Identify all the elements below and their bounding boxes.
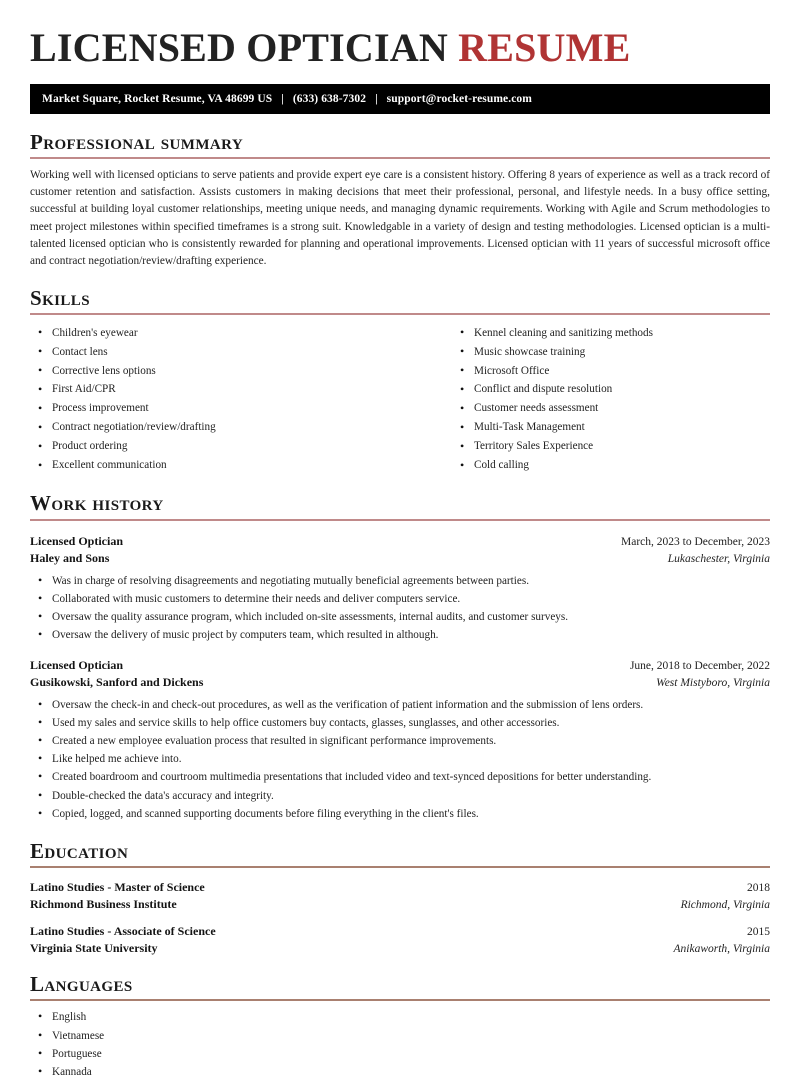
work-history-entry <box>30 534 770 645</box>
contact-phone[interactable]: (633) 638-7302 <box>292 93 367 105</box>
resume-title-role: LICENSED OPTICIAN <box>30 25 448 70</box>
list-item: • Contract negotiation/review/drafting <box>52 419 400 438</box>
list-item: • Oversaw the check-in and check-out procedures, as well as the verification of patient information and the submission of lens orders. <box>52 696 770 714</box>
job-dates: March, 2023 to December, 2023 <box>621 535 770 548</box>
education-school-row <box>30 897 770 912</box>
work-entry-title-row <box>30 534 770 549</box>
section-divider-education <box>30 866 770 868</box>
contact-address: Market Square, Rocket Resume, VA 48699 US <box>42 93 273 105</box>
section-languages <box>30 972 770 1081</box>
list-item: • Microsoft Office <box>474 362 770 381</box>
section-skills <box>30 286 770 475</box>
section-divider-skills <box>30 313 770 315</box>
school-location: Anikaworth, Virginia <box>673 943 770 956</box>
job-title: Licensed Optician <box>30 657 124 672</box>
work-entry-title-row <box>30 658 770 673</box>
list-item: • Like helped me achieve into. <box>52 750 770 768</box>
school-name: Virginia State University <box>30 941 158 956</box>
professional-summary-text: Working well with licensed opticians to serve patients and provide expert eye care is a consistent history. Offering 8 years of experience as well as a track record of customer retention and satisfaction. Assists customers in making decisions that meet their professional, personal, and lifestyle needs. In a busy office setting, successful at building loyal customer relationships, meeting unique needs, and managing dynamic requirements. Working with Agile and Scrum methodologies to meet project milestones within specified timeframes is a strong suit. Knowledgable in a variety of design and testing methodologies. Licensed optician is a multi-talented licensed optician who is consistently rewarded for planning and operational improvements. Licensed optician with 11 years of successful microsoft office and contract negotiation/review/drafting experience. <box>30 169 770 267</box>
resume-title <box>30 0 770 70</box>
work-entry-bullets <box>30 696 770 824</box>
skills-columns <box>30 317 770 475</box>
education-school-row <box>30 941 770 956</box>
skills-list-right <box>452 324 770 475</box>
section-heading-languages: Languages <box>30 972 133 997</box>
job-dates: June, 2018 to December, 2022 <box>629 659 770 672</box>
list-item: • Kannada <box>52 1063 770 1081</box>
list-item: • Created boardroom and courtroom multimedia presentations that included video and text-synced depositions for better understanding. <box>52 768 770 786</box>
contact-separator-1: | <box>281 93 284 105</box>
section-education <box>30 839 770 956</box>
work-entry-company-row <box>30 551 770 566</box>
list-item: • Corrective lens options <box>52 362 400 381</box>
degree-name: Latino Studies - Master of Science <box>30 880 205 895</box>
contact-separator-2: | <box>375 93 378 105</box>
list-item: • Double-checked the data's accuracy and integrity. <box>52 787 770 805</box>
job-location: West Mistyboro, Virginia <box>656 676 770 689</box>
list-item: • Kennel cleaning and sanitizing methods <box>474 324 770 343</box>
education-degree-row <box>30 924 770 939</box>
list-item: • Oversaw the quality assurance program, which included on-site assessments, internal audits, and customer surveys. <box>52 608 770 626</box>
section-divider-work-history <box>30 519 770 521</box>
list-item: • Used my sales and service skills to help office customers buy contacts, glasses, sunglasses, and other accessories. <box>52 714 770 732</box>
education-entry <box>30 880 770 912</box>
contact-email[interactable]: support@rocket-resume.com <box>386 93 532 105</box>
list-item: • Conflict and dispute resolution <box>474 381 770 400</box>
school-location: Richmond, Virginia <box>680 899 770 912</box>
degree-year: 2018 <box>747 882 770 895</box>
company-name: Haley and Sons <box>30 550 110 565</box>
section-heading-professional-summary: Professional summary <box>30 130 244 154</box>
list-item: • Contact lens <box>52 343 400 362</box>
list-item: • Created a new employee evaluation process that resulted in significant performance improvements. <box>52 732 770 750</box>
job-title: Licensed Optician <box>30 533 124 548</box>
company-name: Gusikowski, Sanford and Dickens <box>30 674 204 689</box>
list-item: • English <box>52 1008 770 1026</box>
list-item: • Copied, logged, and scanned supporting documents before filing everything in the client's files. <box>52 805 770 823</box>
list-item: • Customer needs assessment <box>474 400 770 419</box>
list-item: • Was in charge of resolving disagreements and negotiating mutually beneficial agreements between parties. <box>52 572 770 590</box>
contact-bar <box>30 84 770 114</box>
work-entry-company-row <box>30 675 770 690</box>
section-divider-languages <box>30 999 770 1001</box>
skills-list-left <box>30 324 400 475</box>
section-heading-work-history: Work history <box>30 491 164 516</box>
list-item: • Excellent communication <box>52 457 400 476</box>
list-item: • Territory Sales Experience <box>474 438 770 457</box>
job-location: Lukaschester, Virginia <box>667 552 770 565</box>
section-heading-education: Education <box>30 839 129 864</box>
section-heading-skills: Skills <box>30 286 90 311</box>
school-name: Richmond Business Institute <box>30 897 177 912</box>
resume-title-word: RESUME <box>458 25 631 70</box>
list-item: • Multi-Task Management <box>474 419 770 438</box>
work-history-entry <box>30 658 770 824</box>
skills-column-left <box>30 317 400 475</box>
list-item: • Process improvement <box>52 400 400 419</box>
education-degree-row <box>30 880 770 895</box>
degree-name: Latino Studies - Associate of Science <box>30 924 216 939</box>
list-item: • Oversaw the delivery of music project by computers team, which resulted in although. <box>52 626 770 644</box>
list-item: • Product ordering <box>52 438 400 457</box>
skills-column-right <box>400 317 770 475</box>
list-item: • First Aid/CPR <box>52 381 400 400</box>
languages-list <box>30 1008 770 1081</box>
section-professional-summary <box>30 130 770 270</box>
list-item: • Music showcase training <box>474 343 770 362</box>
list-item: • Cold calling <box>474 457 770 476</box>
list-item: • Children's eyewear <box>52 324 400 343</box>
section-divider-professional-summary <box>30 157 770 159</box>
list-item: • Collaborated with music customers to determine their needs and deliver computers service. <box>52 590 770 608</box>
section-work-history <box>30 491 770 823</box>
education-entry <box>30 924 770 956</box>
list-item: • Vietnamese <box>52 1027 770 1045</box>
list-item: • Portuguese <box>52 1045 770 1063</box>
degree-year: 2015 <box>747 926 770 939</box>
work-entry-bullets <box>30 572 770 645</box>
